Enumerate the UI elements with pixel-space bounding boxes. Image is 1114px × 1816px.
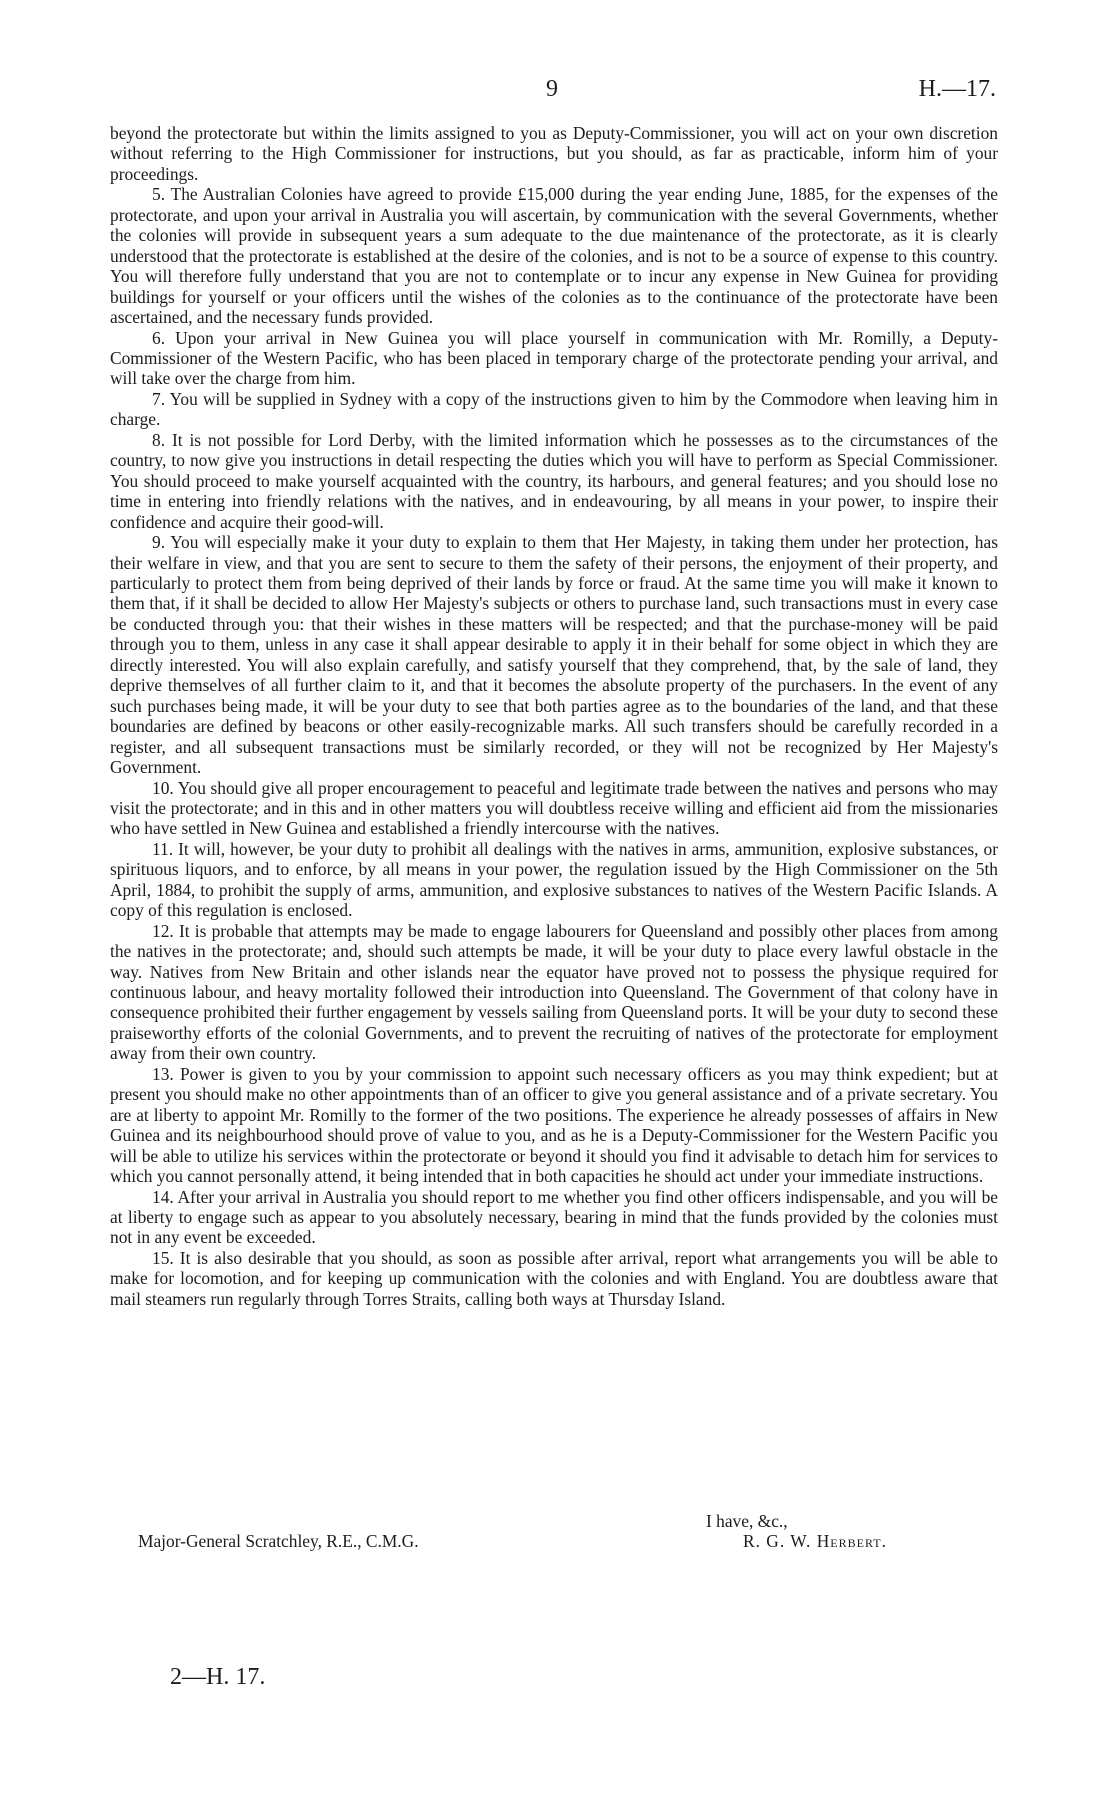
paragraph-5: 5. The Australian Colonies have agreed to provide £15,000 during the year ending June, 1885, for the expenses of the protectorate, and upon your arrival in Australia you will ascertain, by communication with the several Governments, whether the colonies will provide in subsequent years a sum adequate to the due maintenance of the protectorate, as it is clearly understood that the protectorate is established at the desire of the colonies, and is not to be a source of expense to this country. You will therefore fully understand that you are not to contemplate or to incur any expense in New Guinea for providing buildings for yourself or your officers until the wishes of the colonies as to the continuance of the protectorate have been ascertained, and the necessary funds provided. — [110, 184, 998, 328]
paragraph-11: 11. It will, however, be your duty to prohibit all dealings with the natives in arms, ammunition, explosive substances, or spirituous liquors, and to enforce, by all means in your power, the regulation issued by the High Commissioner on the 5th April, 1884, to prohibit the supply of arms, ammunition, and explosive substances to natives of the Western Pacific Islands. A copy of this regulation is enclosed. — [110, 838, 998, 921]
paragraph-9: 9. You will especially make it your duty to explain to them that Her Majesty, in taking them under her protection, has their welfare in view, and that you are sent to secure to them the safety of their persons, the enjoyment of their property, and particularly to protect them from being deprived of their lands by force or fraud. At the same time you will make it known to them that, if it shall be decided to allow Her Majesty's subjects or others to purchase land, such transactions must in every case be conducted through you: that their wishes in these matters will be respected; and that the purchase-money will be paid through you to them, unless in any case it shall appear desirable to apply it in their behalf for some object in which they are directly interested. You will also explain carefully, and satisfy yourself that they comprehend, that, by the sale of land, they deprive themselves of all further claim to it, and that it becomes the absolute property of the purchasers. In the event of any such purchases being made, it will be your duty to see that both parties agree as to the boundaries of the land, and that these boundaries are defined by beacons or other easily-recognizable marks. All such transfers should be carefully recorded in a register, and all subsequent transactions must be similarly recorded, or they will not be recognized by Her Majesty's Government. — [110, 532, 998, 778]
valediction-line — [110, 1511, 998, 1531]
paragraph-13: 13. Power is given to you by your commission to appoint such necessary officers as you may think expedient; but at present you should make no other appointments than of an officer to give you general assistance and of a private secretary. You are at liberty to appoint Mr. Romilly to the former of the two positions. The experience he already possesses of affairs in New Guinea and its neighbourhood should prove of value to you, and as he is a Deputy-Commissioner for the Western Pacific you will be able to utilize his services within the protectorate or beyond it should you find it advisable to detach him for services to which you cannot personally attend, it being intended that in both capacities he should act under your immediate instructions. — [110, 1063, 998, 1187]
paragraph-15: 15. It is also desirable that you should, as soon as possible after arrival, report what arrangements you will be able to make for locomotion, and for keeping up communication with the colonies and with England. You are doubtless aware that mail steamers run regularly through Torres Straits, calling both ways at Thursday Island. — [110, 1247, 998, 1309]
page-number: 9 — [546, 76, 558, 102]
letter-closing — [110, 1511, 998, 1553]
addressee: Major-General Scratchley, R.E., C.M.G. — [138, 1531, 419, 1552]
paragraph-7: 7. You will be supplied in Sydney with a copy of the instructions given to him by the Commodore when leaving him in charge. — [110, 388, 998, 430]
sheet-mark: 2—H. 17. — [170, 1664, 266, 1690]
paragraph-6: 6. Upon your arrival in New Guinea you will place yourself in communication with Mr. Romilly, a Deputy-Commissioner of the Western Pacific, who has been placed in temporary charge of the protectorate pending your arrival, and will take over the charge from him. — [110, 327, 998, 389]
paragraph-8: 8. It is not possible for Lord Derby, with the limited information which he possesses as to the circumstances of the country, to now give you instructions in detail respecting the duties which you will have to perform as Special Commissioner. You should proceed to make yourself acquainted with the country, its harbours, and general features; and you should lose no time in entering into friendly relations with the natives, and in endeavouring, by all means in your power, to inspire their confidence and acquire their good-will. — [110, 429, 998, 532]
signature: R. G. W. Herbert. — [743, 1531, 887, 1552]
paragraph-continuation: beyond the protectorate but within the limits assigned to you as Deputy-Commissioner, you will act on your own discretion without referring to the High Commissioner for instructions, but you should, as far as practicable, inform him of your proceedings. — [110, 123, 998, 184]
letter-body — [110, 123, 998, 1309]
signature-line — [110, 1531, 998, 1551]
paragraph-14: 14. After your arrival in Australia you should report to me whether you find other officers indispensable, and you will be at liberty to engage such as appear to you absolutely necessary, bearing in mind that the funds provided by the colonies must not in any event be exceeded. — [110, 1186, 998, 1248]
paragraph-12: 12. It is probable that attempts may be made to engage labourers for Queensland and possibly other places from among the natives in the protectorate; and, should such attempts be made, it will be your duty to place every lawful obstacle in the way. Natives from New Britain and other islands near the equator have proved not to possess the physique required for continuous labour, and heavy mortality followed their introduction into Queensland. The Government of that colony have in consequence prohibited their further engagement by vessels sailing from Queensland ports. It will be your duty to second these praiseworthy efforts of the colonial Governments, and to prevent the recruiting of natives of the protectorate for employment away from their own country. — [110, 920, 998, 1064]
page-header — [0, 76, 1114, 106]
valediction: I have, &c., — [706, 1511, 788, 1531]
document-reference: H.—17. — [918, 76, 996, 102]
paragraph-10: 10. You should give all proper encouragement to peaceful and legitimate trade between the natives and persons who may visit the protectorate; and in this and in other matters you will doubtless receive willing and efficient aid from the missionaries who have settled in New Guinea and established a friendly intercourse with the natives. — [110, 777, 998, 839]
